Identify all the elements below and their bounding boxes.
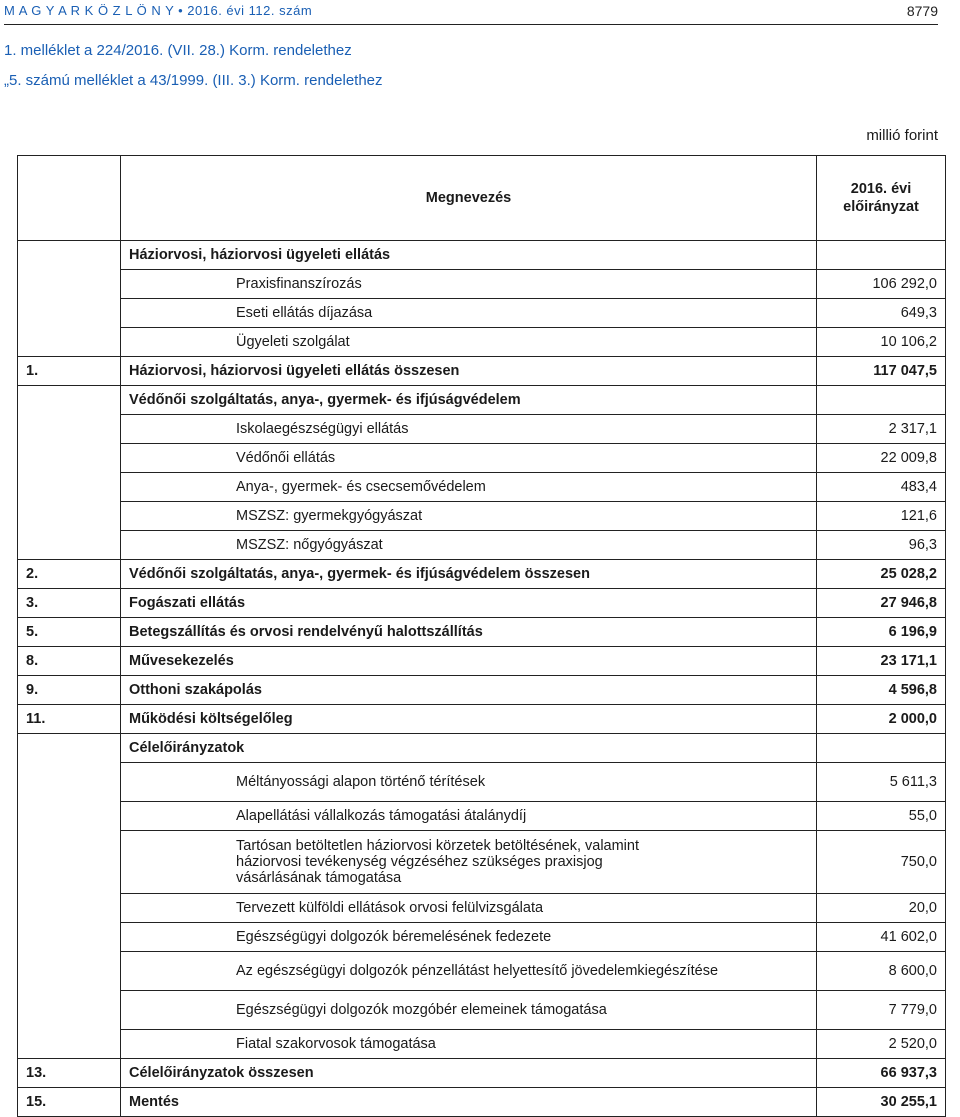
row-value: 2 520,0 (817, 1030, 946, 1059)
row-value: 2 000,0 (817, 705, 946, 734)
row-value: 10 106,2 (817, 328, 946, 357)
annex-title: 1. melléklet a 224/2016. (VII. 28.) Korm. rendelethez (4, 42, 352, 59)
row-value: 30 255,1 (817, 1088, 946, 1117)
table-row (18, 894, 946, 923)
row-number (18, 241, 121, 270)
row-name: Tervezett külföldi ellátások orvosi felülvizsgálata (121, 894, 817, 923)
budget-table (17, 155, 946, 1117)
row-value: 106 292,0 (817, 270, 946, 299)
table-row (18, 763, 946, 802)
row-name: Védőnői ellátás (121, 444, 817, 473)
gazette-header (4, 2, 938, 25)
row-value: 2 317,1 (817, 415, 946, 444)
table-row (18, 831, 946, 894)
row-number: 3. (18, 589, 121, 618)
row-name: Háziorvosi, háziorvosi ügyeleti ellátás (121, 241, 817, 270)
row-value: 649,3 (817, 299, 946, 328)
row-name: Praxisfinanszírozás (121, 270, 817, 299)
row-number (18, 923, 121, 952)
unit-label: millió forint (866, 127, 938, 144)
table-row (18, 1030, 946, 1059)
table-row (18, 1059, 946, 1088)
row-name: Egészségügyi dolgozók béremelésének fedezete (121, 923, 817, 952)
row-value: 6 196,9 (817, 618, 946, 647)
row-number (18, 894, 121, 923)
row-value: 27 946,8 (817, 589, 946, 618)
table-row (18, 357, 946, 386)
row-name: Célelőirányzatok összesen (121, 1059, 817, 1088)
row-value: 5 611,3 (817, 763, 946, 802)
table-row (18, 473, 946, 502)
row-value: 25 028,2 (817, 560, 946, 589)
row-name: Betegszállítás és orvosi rendelvényű halottszállítás (121, 618, 817, 647)
table-row (18, 328, 946, 357)
row-name: Fogászati ellátás (121, 589, 817, 618)
row-name: Az egészségügyi dolgozók pénzellátást helyettesítő jövedelemkiegészítése (121, 952, 817, 991)
row-value: 4 596,8 (817, 676, 946, 705)
header-name-cell: Megnevezés (121, 156, 817, 241)
table-row (18, 589, 946, 618)
row-number: 15. (18, 1088, 121, 1117)
row-value: 117 047,5 (817, 357, 946, 386)
row-number (18, 991, 121, 1030)
table-row (18, 386, 946, 415)
row-number (18, 270, 121, 299)
row-value: 41 602,0 (817, 923, 946, 952)
row-value: 22 009,8 (817, 444, 946, 473)
row-number: 11. (18, 705, 121, 734)
row-number (18, 531, 121, 560)
row-number (18, 299, 121, 328)
row-number (18, 831, 121, 894)
table-row (18, 444, 946, 473)
row-name: Ügyeleti szolgálat (121, 328, 817, 357)
row-value (817, 386, 946, 415)
annex-subtitle: „5. számú melléklet a 43/1999. (III. 3.) Korm. rendelethez (4, 72, 383, 89)
row-number (18, 734, 121, 763)
row-number: 13. (18, 1059, 121, 1088)
table-row (18, 618, 946, 647)
row-name: Tartósan betöltetlen háziorvosi körzetek betöltésének, valamint háziorvosi tevékenység végzéséhez szükséges praxisjog vásárlásának támogatása (121, 831, 817, 894)
page-number: 8779 (906, 3, 938, 19)
row-number (18, 386, 121, 415)
row-number (18, 473, 121, 502)
row-value: 483,4 (817, 473, 946, 502)
table-row (18, 560, 946, 589)
row-name: Alapellátási vállalkozás támogatási átalánydíj (121, 802, 817, 831)
row-name: Háziorvosi, háziorvosi ügyeleti ellátás összesen (121, 357, 817, 386)
table-row (18, 802, 946, 831)
row-value: 750,0 (817, 831, 946, 894)
row-value: 7 779,0 (817, 991, 946, 1030)
row-name: Védőnői szolgáltatás, anya-, gyermek- és ifjúságvédelem összesen (121, 560, 817, 589)
header-value-line1: 2016. évi (850, 181, 912, 197)
table-row (18, 415, 946, 444)
table-header-row (18, 156, 946, 241)
table-row (18, 923, 946, 952)
row-number (18, 502, 121, 531)
row-number: 2. (18, 560, 121, 589)
table-row (18, 647, 946, 676)
table-row (18, 676, 946, 705)
row-name: Működési költségelőleg (121, 705, 817, 734)
table-row (18, 299, 946, 328)
row-name: Célelőirányzatok (121, 734, 817, 763)
row-name: MSZSZ: nőgyógyászat (121, 531, 817, 560)
table-row (18, 270, 946, 299)
table-row (18, 531, 946, 560)
row-name: MSZSZ: gyermekgyógyászat (121, 502, 817, 531)
row-name: Védőnői szolgáltatás, anya-, gyermek- és ifjúságvédelem (121, 386, 817, 415)
table-row (18, 734, 946, 763)
row-number (18, 1030, 121, 1059)
row-number: 8. (18, 647, 121, 676)
header-value-cell (817, 156, 946, 241)
row-number (18, 328, 121, 357)
row-name: Méltányossági alapon történő térítések (121, 763, 817, 802)
header-num-cell (18, 156, 121, 241)
row-value: 66 937,3 (817, 1059, 946, 1088)
row-name: Iskolaegészségügyi ellátás (121, 415, 817, 444)
table-row (18, 502, 946, 531)
gazette-title: M A G Y A R K Ö Z L Ö N Y • 2016. évi 112. szám (4, 3, 313, 18)
row-name: Otthoni szakápolás (121, 676, 817, 705)
row-name: Eseti ellátás díjazása (121, 299, 817, 328)
row-name: Egészségügyi dolgozók mozgóbér elemeinek támogatása (121, 991, 817, 1030)
row-value: 20,0 (817, 894, 946, 923)
row-number: 5. (18, 618, 121, 647)
table-row (18, 991, 946, 1030)
row-number: 1. (18, 357, 121, 386)
row-value: 8 600,0 (817, 952, 946, 991)
row-name: Mentés (121, 1088, 817, 1117)
row-name: Fiatal szakorvosok támogatása (121, 1030, 817, 1059)
header-value-line2: előirányzat (843, 199, 919, 215)
table-row (18, 952, 946, 991)
row-value: 55,0 (817, 802, 946, 831)
row-number (18, 952, 121, 991)
row-value: 121,6 (817, 502, 946, 531)
row-number: 9. (18, 676, 121, 705)
row-value: 96,3 (817, 531, 946, 560)
row-number (18, 415, 121, 444)
row-value (817, 241, 946, 270)
row-value (817, 734, 946, 763)
row-name: Művesekezelés (121, 647, 817, 676)
row-name: Anya-, gyermek- és csecsemővédelem (121, 473, 817, 502)
row-number (18, 763, 121, 802)
row-number (18, 444, 121, 473)
row-value: 23 171,1 (817, 647, 946, 676)
table-row (18, 1088, 946, 1117)
table-row (18, 241, 946, 270)
table-row (18, 705, 946, 734)
row-number (18, 802, 121, 831)
